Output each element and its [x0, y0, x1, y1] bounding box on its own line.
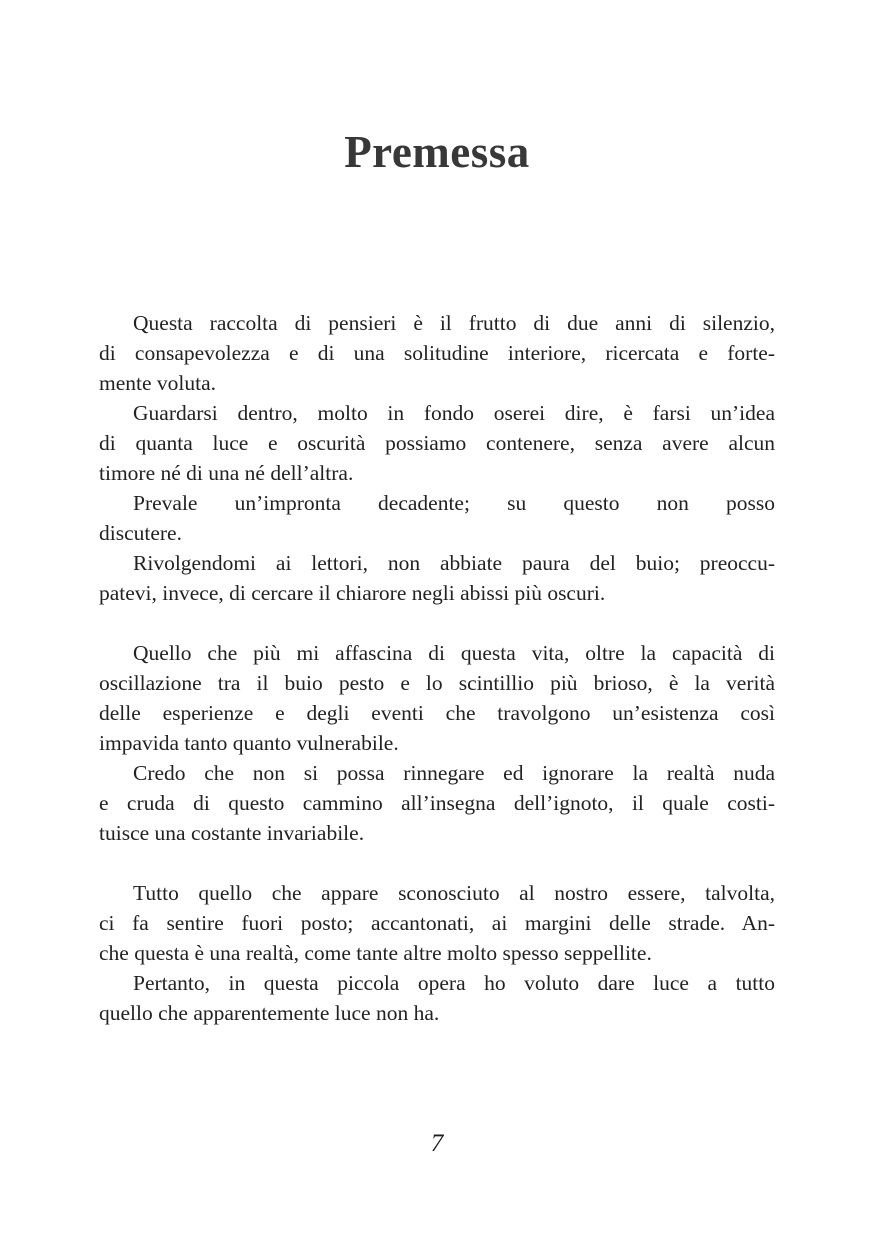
paragraph-group [99, 878, 775, 1028]
text-line: Questa raccolta di pensieri è il frutto di due anni di silenzio, [133, 311, 775, 335]
paragraph [99, 488, 775, 548]
paragraph [99, 878, 775, 968]
text-line: Rivolgendomi ai lettori, non abbiate paura del buio; preoccu- [133, 551, 775, 575]
paragraph [99, 638, 775, 758]
text-line: tuisce una costante invariabile. [99, 821, 365, 845]
chapter-title: Premessa [344, 127, 530, 177]
text-line: che questa è una realtà, come tante altre molto spesso seppellite. [99, 941, 652, 965]
text-line: timore né di una né dell’altra. [99, 461, 354, 485]
text-line: di quanta luce e oscurità possiamo contenere, senza avere alcun [99, 431, 775, 455]
text-line: patevi, invece, di cercare il chiarore negli abissi più oscuri. [99, 581, 606, 605]
text-line: impavida tanto quanto vulnerabile. [99, 731, 399, 755]
text-line: Prevale un’impronta decadente; su questo non posso [133, 491, 775, 515]
text-line: Pertanto, in questa piccola opera ho voluto dare luce a tutto [133, 971, 775, 995]
text-line: e cruda di questo cammino all’insegna dell’ignoto, il quale costi- [99, 791, 775, 815]
paragraph [99, 308, 775, 398]
text-body [99, 308, 775, 1028]
text-line: quello che apparentemente luce non ha. [99, 1001, 440, 1025]
text-line: mente voluta. [99, 371, 217, 395]
text-line: Credo che non si possa rinnegare ed ignorare la realtà nuda [133, 761, 775, 785]
text-line: Quello che più mi affascina di questa vita, oltre la capacità di [133, 641, 775, 665]
paragraph-group [99, 308, 775, 608]
text-line: di consapevolezza e di una solitudine interiore, ricercata e forte- [99, 341, 775, 365]
text-line: discutere. [99, 521, 182, 545]
text-line: Tutto quello che appare sconosciuto al nostro essere, talvolta, [133, 881, 775, 905]
paragraph-group [99, 638, 775, 848]
paragraph [99, 968, 775, 1028]
page-number: 7 [430, 1130, 444, 1157]
paragraph [99, 758, 775, 848]
paragraph [99, 398, 775, 488]
text-line: oscillazione tra il buio pesto e lo scintillio più brioso, è la verità [99, 671, 775, 695]
text-line: Guardarsi dentro, molto in fondo oserei dire, è farsi un’idea [133, 401, 775, 425]
paragraph [99, 548, 775, 608]
text-line: ci fa sentire fuori posto; accantonati, ai margini delle strade. An- [99, 911, 775, 935]
text-line: delle esperienze e degli eventi che travolgono un’esistenza così [99, 701, 775, 725]
